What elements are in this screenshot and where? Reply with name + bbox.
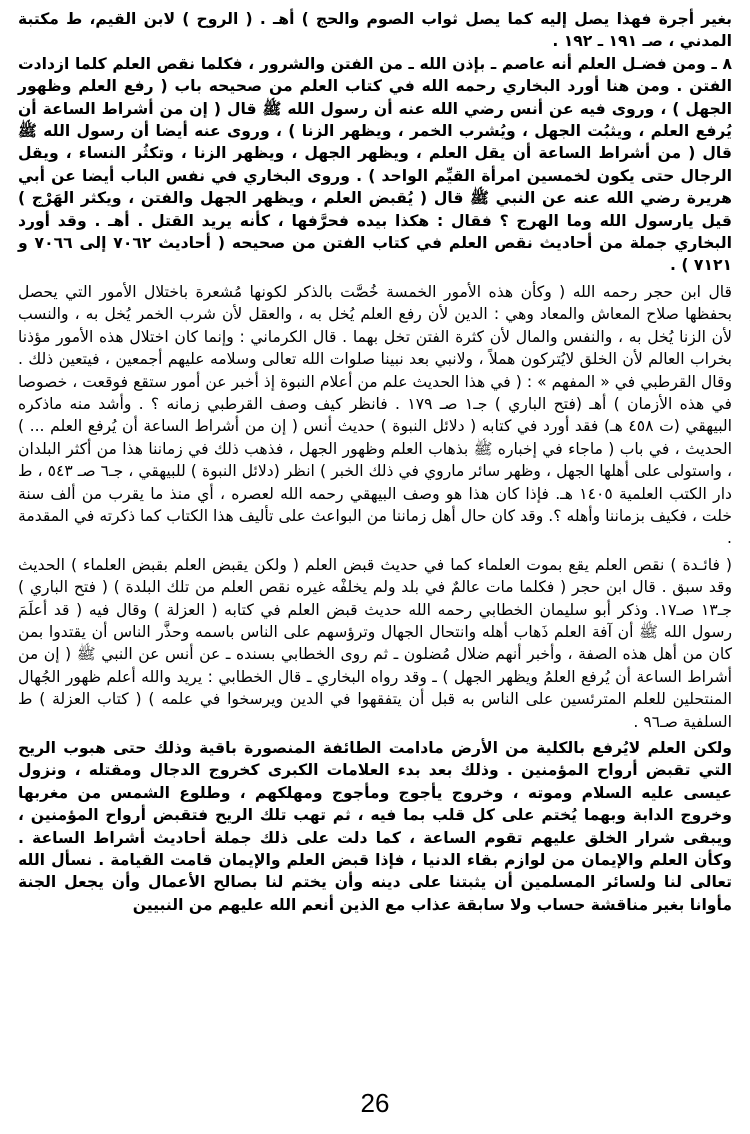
- page-number: 26: [360, 1088, 390, 1118]
- paragraph-ibn-hajar: قال ابن حجر رحمه الله ( وكأن هذه الأمور الخمسة خُصَّت بالذكر لكونها مُشعرة باختلال الأمور التي يحصل بحفظها صلاح المعاش والمعاد وهي : الدين لأن رفع العلم يُخل به ، والعقل لأن شرب الخمر يُخل به ، والنسب لأن الزنا يُخل به ، والنفس والمال لأن كثرة الفتن تخل بهما . قال الكرماني : وإنما كان اختلال هذه الأمور مؤذنا بخراب العالم لأن الخلق لايُتركون هملاً ، ولانبي بعد نبينا صلوات الله تعالى وسلامه عليهم أجمعين ، فيتعين ذلك . وقال القرطبي في « المفهم » : ( في هذا الحديث علم من أعلام النبوة إذ أخبر عن أمور ستقع فوقعت ، خصوصا في هذه الأزمان ) أهـ (فتح الباري ) جـ١ صـ ١٧٩ . فانظر كيف وصف القرطبي زمانه ؟ . وأشد منه ماذكره البيهقي (ت ٤٥٨ هـ) فقد أورد في كتابه ( دلائل النبوة ) حديث أنس ( إن من أشراط الساعة أن يُرفع العلم ... ) الحديث ، في باب ( ماجاء في إخباره ﷺ بذهاب العلم وظهور الجهل ، فذهب ذلك في زماننا هذا من أكثر البلدان ، واستولى على أهلها الجهل ، وظهر سائر ماروي في ذلك الخبر ) انظر (دلائل النبوة ) للبيهقي ، جـ٦ صـ ٥٤٣ ، ط دار الكتب العلمية ١٤٠٥ هـ. فإذا كان هذا هو وصف البيهقي رحمه الله لعصره ، أي منذ ما يقرب من ألف سنة خلت ، فكيف بزماننا وأهله ؟. وقد كان حال أهل زماننا من البواعث على تأليف هذا الكتاب كما ذكرته في المقدمة .: [18, 282, 733, 548]
- paragraph-point-8: ٨ ـ ومن فضـل العلم أنه عاصم ـ بإذن الله ـ من الفتن والشرور ، فكلما نقص العلم كلما ازدادت الفتن . ومن هنا أورد البخاري رحمه الله في كتاب العلم من صحيحه باب ( رفع العلم وظهور الجهل ) ، وروى فيه عن أنس رضي الله عنه أن رسول الله ﷺ قال ( إن من أشراط الساعة أن يُرفع العلم ، ويثبُت الجهل ، ويُشرب الخمر ، ويظهر الزنا ) ، وروى عنه أيضا أن رسول الله ﷺ قال ( من أشراط الساعة أن يقل العلم ، ويظهر الجهل ، ويظهر الزنا ، وتكثُر النساء ، ويقل الرجال حتى يكون لخمسين امرأة القيِّم الواحد ) . وروى البخاري في نفس الباب أيضا عن أبي هريرة رضي الله عنه عن النبي ﷺ قال ( يُقبض العلم ، ويظهر الجهل والفتن ، ويكثر الهَرْج ) قيل يارسول الله وما الهرج ؟ فقال : هكذا بيده فحرَّفها ، كأنه يريد القتل . أهـ . وقد أورد البخاري جملة من أحاديث نقص العلم في كتاب الفتن من صحيحه ( أحاديث ٧٠٦٢ إلى ٧٠٦٦ و ٧١٢١ ) .: [18, 54, 732, 275]
- paragraph-benefit-note: ( فائـدة ) نقص العلم يقع بموت العلماء كما في حديث قبض العلم ( ولكن يقبض العلم بقبض العلماء ) الحديث وقد سبق . قال ابن حجر ( فكلما مات عالمٌ في بلد ولم يخلفْه غيره نقص العلم من تلك البلدة ) ( فتح الباري ) جـ١٣ صـ١٧. وذكر أبو سليمان الخطابي رحمه الله حديث قبض العلم في كتابه ( العزلة ) وقال فيه ( قد أعلَمَ رسول الله ﷺ أن آفة العلم ذَهاب أهله وانتحال الجهال وترؤسهم على الناس باسمه وحذَّر الناس أن يقتدوا بمن كان من أهل هذه الصفة ، وأخبر أنهم ضلال مُضلون ـ ثم روى الخطابي بسنده ـ عن أنس عن النبي ﷺ ( إن من أشراط الساعة أن يُرفع العلمُ ويظهر الجهل ) ـ وقد رواه البخاري ـ قال الخطابي : يريد والله أعلم ظهور الجُهال المنتحلين للعلم المترئسين على الناس به قبل أن يتفقهوا في الدين ويرسخوا في علمه ) ( كتاب العزلة ) ط السلفية صـ٩٦ .: [18, 555, 732, 731]
- paragraph-closing: ولكن العلم لايُرفع بالكلية من الأرض مادامت الطائفة المنصورة باقية وذلك حتى هبوب الريح التي تقبض أرواح المؤمنين . وذلك بعد بدء العلامات الكبرى كخروج الدجال ومقتله ، ونزول عيسى عليه السلام وموته ، وخروج يأجوج ومأجوج ومهلكهم ، وطلوع الشمس من مغربها وخروج الدابة وبهما يُختم على كل قلب بما فيه ، ثم تهب تلك الريح فتقبض أرواح المؤمنين ، ويبقى شرار الخلق عليهم تقوم الساعة ، كما دلت على ذلك جملة أحاديث أشراط الساعة . وكأن العلم والإيمان من لوازم بقاء الدنيا ، فإذا قبض العلم والإيمان قامت القيامة . نسأل الله تعالى لنا ولسائر المسلمين أن يثبتنا على دينه وأن يختم لنا بصالح الأعمال وأن يجعل الجنة مأوانا بغير مناقشة حساب ولا سابقة عذاب مع الذين أنعم الله عليهم من النبيين: [18, 739, 732, 914]
- paragraph-intro: بغير أجرة فهذا يصل إليه كما يصل ثواب الصوم والحج ) أهـ . ( الروح ) لابن القيم، ط مكتبة المدني ، صـ ١٩١ ـ ١٩٢ .: [18, 10, 732, 51]
